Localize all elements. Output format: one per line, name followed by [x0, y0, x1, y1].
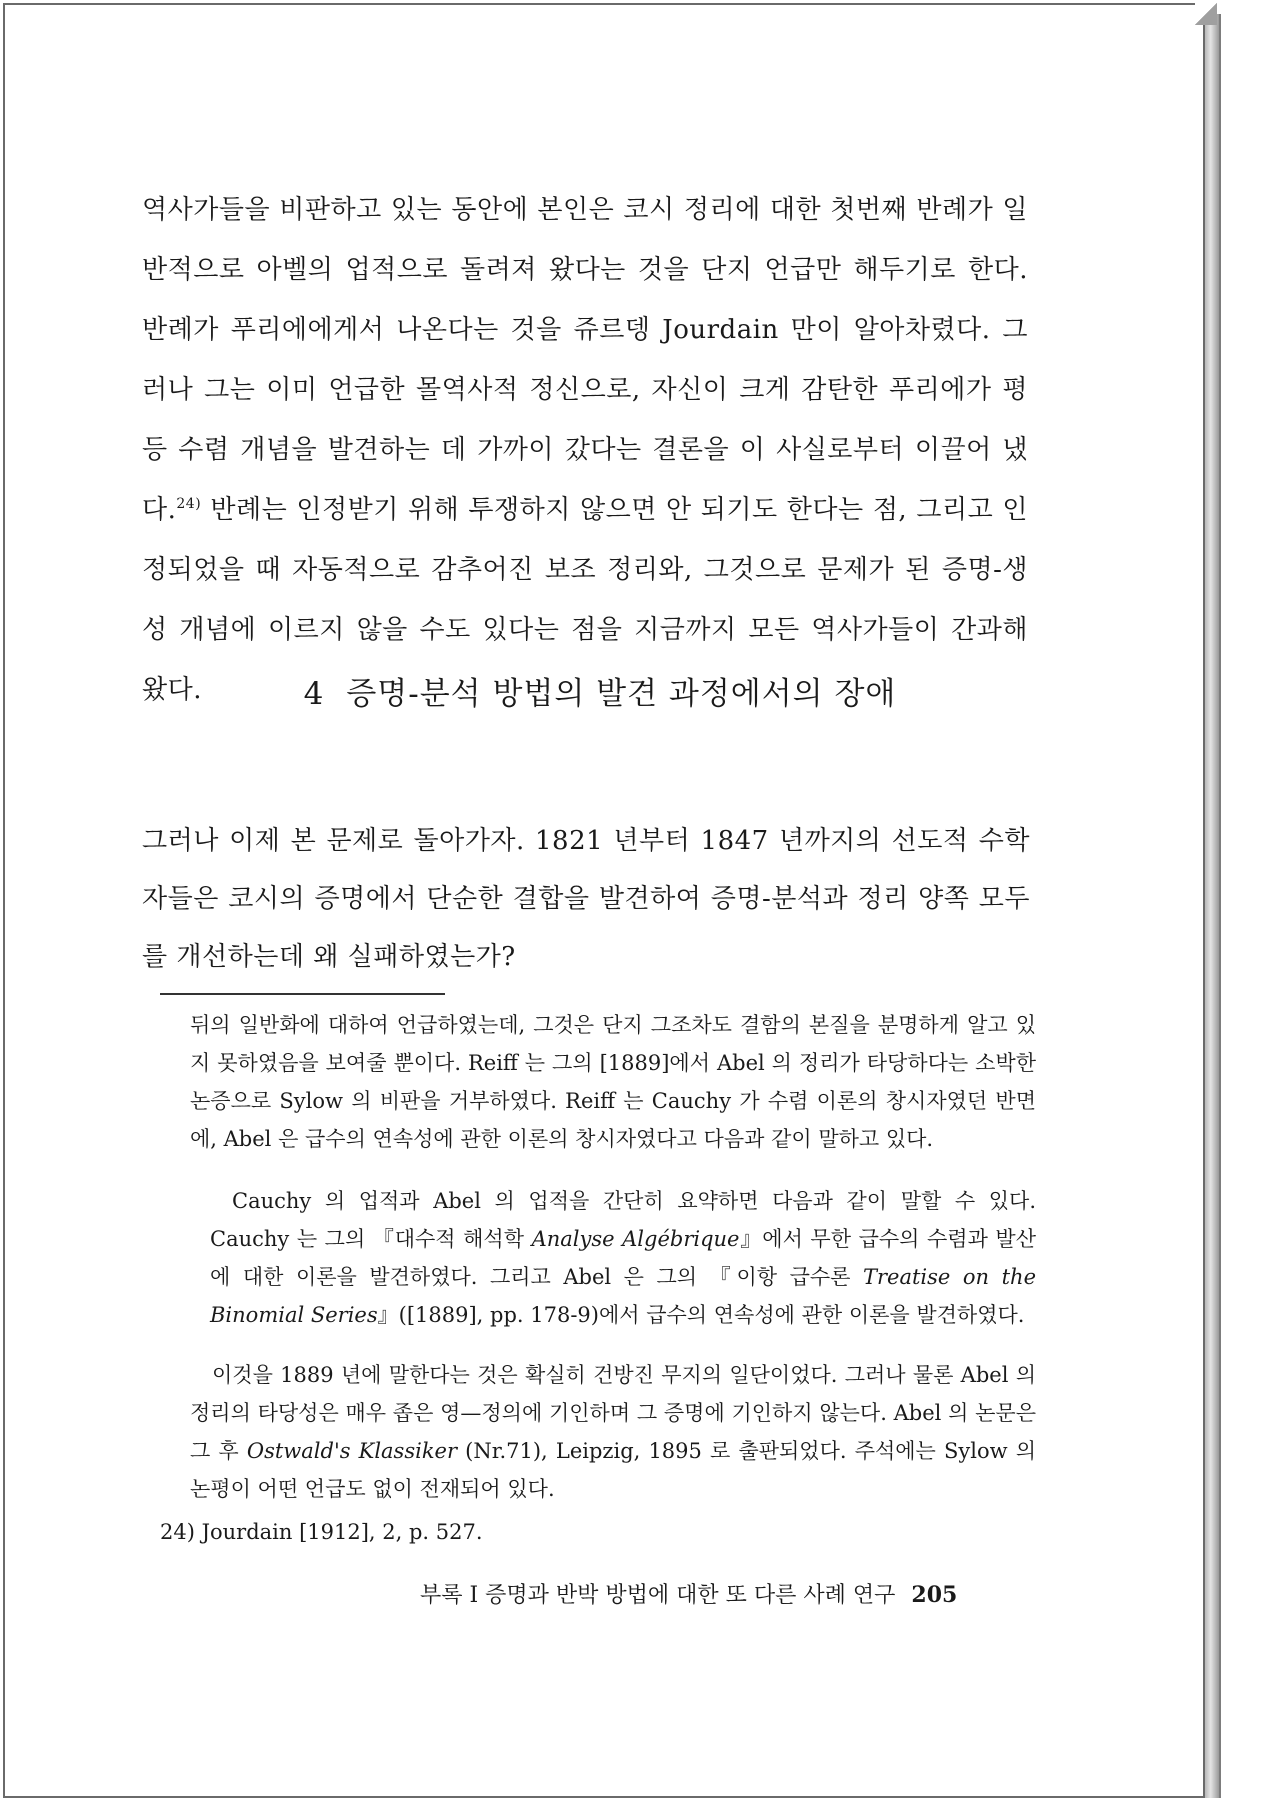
quote-title-treatise: Treatise on the Binomial Series [210, 1265, 1036, 1327]
section-number: 4 [303, 676, 325, 712]
footnote-24: 24) Jourdain [1912], 2, p. 527. [160, 1520, 483, 1544]
footnote-paragraph [190, 1356, 1036, 1508]
running-footer [420, 1577, 957, 1614]
page-edge [1205, 14, 1221, 1798]
page-corner [1195, 3, 1217, 25]
body-paragraph-1 [142, 180, 1028, 720]
footnote-continuation: 뒤의 일반화에 대하여 언급하였는데, 그것은 단지 그조차도 결함의 본질을 분명하게 알고 있지 못하였음을 보여줄 뿐이다. Reiff 는 그의 [1889]에서 Abel 의 정리가 타당하다는 소박한 논증으로 Sylow 의 비판을 거부하였다. Reiff 는 Cauchy 가 수렴 이론의 창시자였던 반면에, Abel 은 급수의 연속성에 관한 이론의 창시자였다고 다음과 같이 말하고 있다. [190, 1013, 1036, 1151]
quote-part-1: Cauchy 의 업적과 Abel 의 업적을 간단히 요약하면 다음과 같이 말할 수 있다. Cauchy 는 그의 『대수적 해석학 [210, 1189, 1036, 1251]
section-heading [0, 668, 1200, 713]
body-paragraph-2: 그러나 이제 본 문제로 돌아가자. 1821 년부터 1847 년까지의 선도적 수학자들은 코시의 증명에서 단순한 결합을 발견하여 증명-분석과 정리 양쪽 모두를 개선하는데 왜 실패하였는가? [142, 826, 1030, 972]
footnote-ref-24[interactable]: 24) [176, 496, 202, 512]
paragraph-1-continuation: 반례는 인정받기 위해 투쟁하지 않으면 안 되기도 한다는 점, 그리고 인정되었을 때 자동적으로 감추어진 보조 정리와, 그것으로 문제가 된 증명-생성 개념에 이르지 않을 수도 있다는 점을 지금까지 모든 역사가들이 간과해 왔다. [142, 495, 1028, 705]
page-number: 205 [911, 1582, 958, 1608]
footnote-3-title: Ostwald's Klassiker [246, 1439, 458, 1463]
footnote-3-part-2: (Nr.71), Leipzig, 1895 로 출판되었다. 주석에는 Sylow 의 논평이 어떤 언급도 없이 전재되어 있다. [190, 1439, 1036, 1501]
footnote-quote [210, 1182, 1036, 1334]
section-title: 증명-분석 방법의 발견 과정에서의 장애 [346, 676, 897, 712]
footnote-divider [160, 993, 445, 995]
quote-part-3: 』([1889], pp. 178-9)에서 급수의 연속성에 관한 이론을 발견하였다. [377, 1303, 1025, 1327]
quote-title-analyse: Analyse Algébrique [531, 1227, 740, 1251]
running-title: 부록 I 증명과 반박 방법에 대한 또 다른 사례 연구 [420, 1583, 896, 1608]
paragraph-1-text: 역사가들을 비판하고 있는 동안에 본인은 코시 정리에 대한 첫번째 반례가 일반적으로 아벨의 업적으로 돌려져 왔다는 것을 단지 언급만 해두기로 한다. 반례가 푸리에에게서 나온다는 것을 쥬르뎅 Jourdain 만이 알아차렸다. 그러나 그는 이미 언급한 몰역사적 정신으로, 자신이 크게 감탄한 푸리에가 평등 수렴 개념을 발견하는 데 가까이 갔다는 결론을 이 사실로부터 이끌어 냈다. [142, 195, 1028, 525]
quote-part-2: 』에서 무한 급수의 수렴과 발산에 대한 이론을 발견하였다. 그리고 Abel 은 그의 『이항 급수론 [210, 1227, 1036, 1289]
footnote-3-part-1: 이것을 1889 년에 말한다는 것은 확실히 건방진 무지의 일단이었다. 그러나 물론 Abel 의 정리의 타당성은 매우 좁은 영—정의에 기인하며 그 증명에 기인하지 않는다. Abel 의 논문은 그 후 [190, 1363, 1036, 1463]
